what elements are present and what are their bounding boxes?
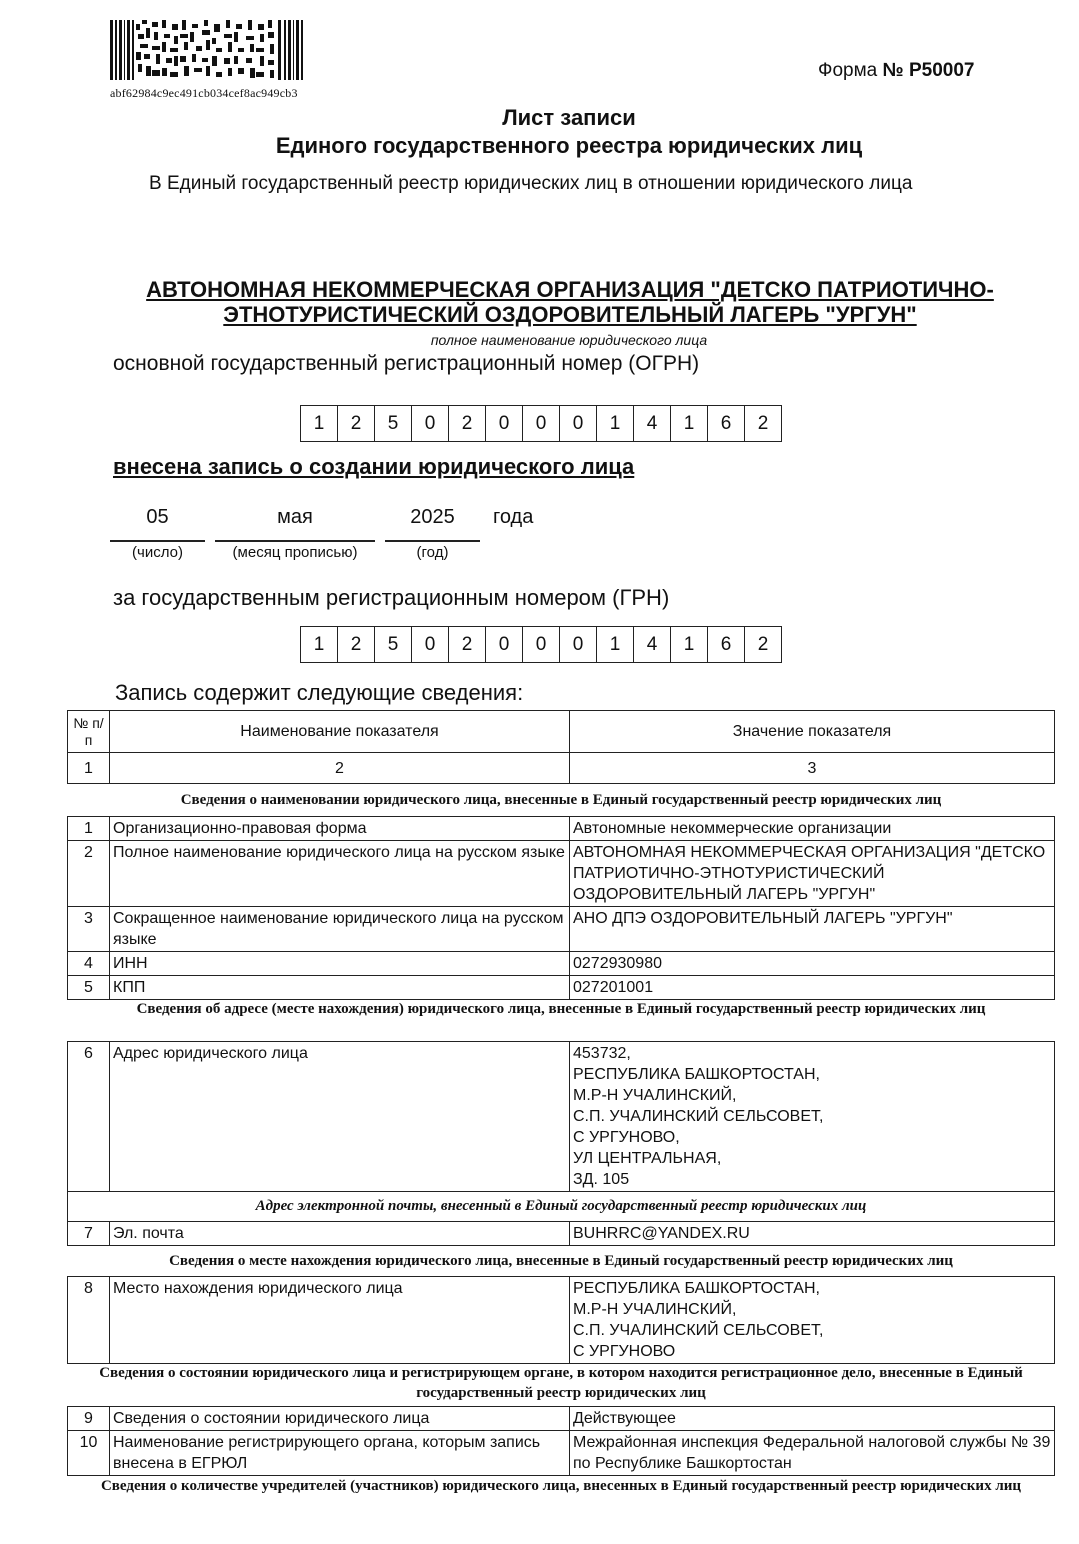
row-num: 2 xyxy=(68,841,110,907)
ogrn-digit: 0 xyxy=(523,405,560,442)
row-name: Адрес юридического лица xyxy=(110,1042,570,1192)
row-name: Сокращенное наименование юридического лица на русском языке xyxy=(110,907,570,952)
entry-day: 05 xyxy=(146,506,169,528)
table-row xyxy=(68,1277,1055,1364)
row-num: 8 xyxy=(68,1277,110,1364)
row-name: Наименование регистрирующего органа, которым запись внесена в ЕГРЮЛ xyxy=(110,1431,570,1476)
section-address: Сведения об адресе (месте нахождения) юридического лица, внесенные в Единый государственный реестр юридических лиц xyxy=(136,1001,986,1017)
row-name: Сведения о состоянии юридического лица xyxy=(110,1407,570,1431)
row-num: 1 xyxy=(68,817,110,841)
doc-subtitle: Единого государственного реестра юридических лиц xyxy=(275,133,863,158)
row-value: 0272930980 xyxy=(570,952,1055,976)
table-row xyxy=(68,1431,1055,1476)
row-value: 453732, РЕСПУБЛИКА БАШКОРТОСТАН, М.Р-Н УЧАЛИНСКИЙ, С.П. УЧАЛИНСКИЙ СЕЛЬСОВЕТ, С УРГУНОВО, УЛ ЦЕНТРАЛЬНАЯ, ЗД. 105 xyxy=(570,1042,1055,1192)
col-index: 2 xyxy=(110,753,570,784)
year-word: года xyxy=(493,506,534,528)
doc-title: Лист записи xyxy=(502,105,636,130)
table-row xyxy=(68,952,1055,976)
ogrn-digit: 1 xyxy=(301,405,338,442)
row-num: 7 xyxy=(68,1222,110,1246)
row-num: 6 xyxy=(68,1042,110,1192)
ogrn-digit: 0 xyxy=(560,405,597,442)
grn-digit: 2 xyxy=(338,626,375,663)
day-underline xyxy=(110,540,205,542)
year-underline xyxy=(385,540,480,542)
section-name: Сведения о наименовании юридического лица, внесенные в Единый государственный реестр юридических лиц xyxy=(180,792,942,808)
row-num: 4 xyxy=(68,952,110,976)
row-num: 9 xyxy=(68,1407,110,1431)
grn-digit: 0 xyxy=(523,626,560,663)
table-row xyxy=(68,817,1055,841)
ogrn-digit: 2 xyxy=(449,405,486,442)
entry-year: 2025 xyxy=(410,506,455,528)
row-value: АНО ДПЭ ОЗДОРОВИТЕЛЬНЫЙ ЛАГЕРЬ "УРГУН" xyxy=(570,907,1055,952)
col-name-header: Наименование показателя xyxy=(110,711,570,753)
ogrn-digit: 0 xyxy=(412,405,449,442)
row-name: ИНН xyxy=(110,952,570,976)
table-row xyxy=(68,976,1055,1000)
entry-month: мая xyxy=(277,506,313,528)
ogrn-boxes xyxy=(300,405,782,442)
table-address-section xyxy=(67,1041,1055,1246)
organization-full-name: АВТОНОМНАЯ НЕКОММЕРЧЕСКАЯ ОРГАНИЗАЦИЯ "ДЕТСКО ПАТРИОТИЧНО-ЭТНОТУРИСТИЧЕСКИЙ ОЗДОРОВИТЕЛЬНЫЙ ЛАГЕРЬ "УРГУН" xyxy=(146,277,994,327)
ogrn-digit: 2 xyxy=(745,405,782,442)
row-value: РЕСПУБЛИКА БАШКОРТОСТАН, М.Р-Н УЧАЛИНСКИЙ, С.П. УЧАЛИНСКИЙ СЕЛЬСОВЕТ, С УРГУНОВО xyxy=(570,1277,1055,1364)
row-value: Межрайонная инспекция Федеральной налоговой службы № 39 по Республике Башкортостан xyxy=(570,1431,1055,1476)
contains-label: Запись содержит следующие сведения: xyxy=(115,680,524,705)
table-header xyxy=(67,710,1055,784)
section-location: Сведения о месте нахождения юридического лица, внесенные в Единый государственный реестр юридических лиц xyxy=(169,1253,953,1269)
col-index: 3 xyxy=(570,753,1055,784)
col-index: 1 xyxy=(68,753,110,784)
table-row xyxy=(68,907,1055,952)
form-number xyxy=(818,60,974,82)
grn-boxes xyxy=(300,626,782,663)
table-row xyxy=(68,1222,1055,1246)
datamatrix-barcode xyxy=(110,20,303,80)
table-row xyxy=(68,1407,1055,1431)
row-value: Автономные некоммерческие организации xyxy=(570,817,1055,841)
table-state-section xyxy=(67,1406,1055,1476)
ogrn-digit: 1 xyxy=(671,405,708,442)
ogrn-digit: 0 xyxy=(486,405,523,442)
grn-digit: 6 xyxy=(708,626,745,663)
year-caption: (год) xyxy=(416,544,449,561)
grn-digit: 0 xyxy=(486,626,523,663)
row-value: BUHRRC@YANDEX.RU xyxy=(570,1222,1055,1246)
month-caption: (месяц прописью) xyxy=(232,544,358,561)
grn-label: за государственным регистрационным номером (ГРН) xyxy=(113,585,670,610)
ogrn-digit: 1 xyxy=(597,405,634,442)
grn-digit: 2 xyxy=(745,626,782,663)
row-name: Организационно-правовая форма xyxy=(110,817,570,841)
section-state: Сведения о состоянии юридического лица и регистрирующем органе, в котором находится регистрационное дело, внесенные в Единый государственный реестр юридических лиц xyxy=(99,1365,1023,1401)
month-underline xyxy=(215,540,375,542)
grn-digit: 1 xyxy=(671,626,708,663)
grn-digit: 0 xyxy=(560,626,597,663)
grn-digit: 1 xyxy=(597,626,634,663)
row-value: Действующее xyxy=(570,1407,1055,1431)
row-num: 10 xyxy=(68,1431,110,1476)
row-name: Место нахождения юридического лица xyxy=(110,1277,570,1364)
table-name-section xyxy=(67,816,1055,1000)
grn-digit: 5 xyxy=(375,626,412,663)
grn-digit: 0 xyxy=(412,626,449,663)
table-row xyxy=(68,841,1055,907)
ogrn-digit: 6 xyxy=(708,405,745,442)
form-prefix: Форма xyxy=(818,60,878,81)
ogrn-digit: 5 xyxy=(375,405,412,442)
ogrn-digit: 2 xyxy=(338,405,375,442)
grn-digit: 2 xyxy=(449,626,486,663)
row-value: АВТОНОМНАЯ НЕКОММЕРЧЕСКАЯ ОРГАНИЗАЦИЯ "ДЕТСКО ПАТРИОТИЧНО-ЭТНОТУРИСТИЧЕСКИЙ ОЗДОРОВИТЕЛЬНЫЙ ЛАГЕРЬ "УРГУН" xyxy=(570,841,1055,907)
col-value-header: Значение показателя xyxy=(570,711,1055,753)
row-name: Эл. почта xyxy=(110,1222,570,1246)
section-email-row xyxy=(68,1192,1055,1222)
grn-digit: 4 xyxy=(634,626,671,663)
row-name: Полное наименование юридического лица на русском языке xyxy=(110,841,570,907)
row-name: КПП xyxy=(110,976,570,1000)
day-caption: (число) xyxy=(132,544,183,561)
section-email: Адрес электронной почты, внесенный в Единый государственный реестр юридических лиц xyxy=(68,1192,1055,1222)
table-row xyxy=(68,1042,1055,1192)
row-num: 3 xyxy=(68,907,110,952)
row-value: 027201001 xyxy=(570,976,1055,1000)
form-number-value: № Р50007 xyxy=(882,60,975,81)
entry-title: внесена запись о создании юридического лица xyxy=(113,454,635,479)
ogrn-label: основной государственный регистрационный номер (ОГРН) xyxy=(113,352,700,375)
row-num: 5 xyxy=(68,976,110,1000)
intro-text: В Единый государственный реестр юридических лиц в отношении юридического лица xyxy=(149,173,913,194)
barcode-code: abf62984c9ec491cb034cef8ac949cb3 xyxy=(110,86,298,100)
table-location-section xyxy=(67,1276,1055,1364)
ogrn-digit: 4 xyxy=(634,405,671,442)
grn-digit: 1 xyxy=(301,626,338,663)
section-founders: Сведения о количестве учредителей (участников) юридического лица, внесенных в Единый государственный реестр юридических лиц xyxy=(100,1478,1022,1494)
organization-caption: полное наименование юридического лица xyxy=(430,332,708,348)
col-num-header: № п/п xyxy=(68,711,110,753)
